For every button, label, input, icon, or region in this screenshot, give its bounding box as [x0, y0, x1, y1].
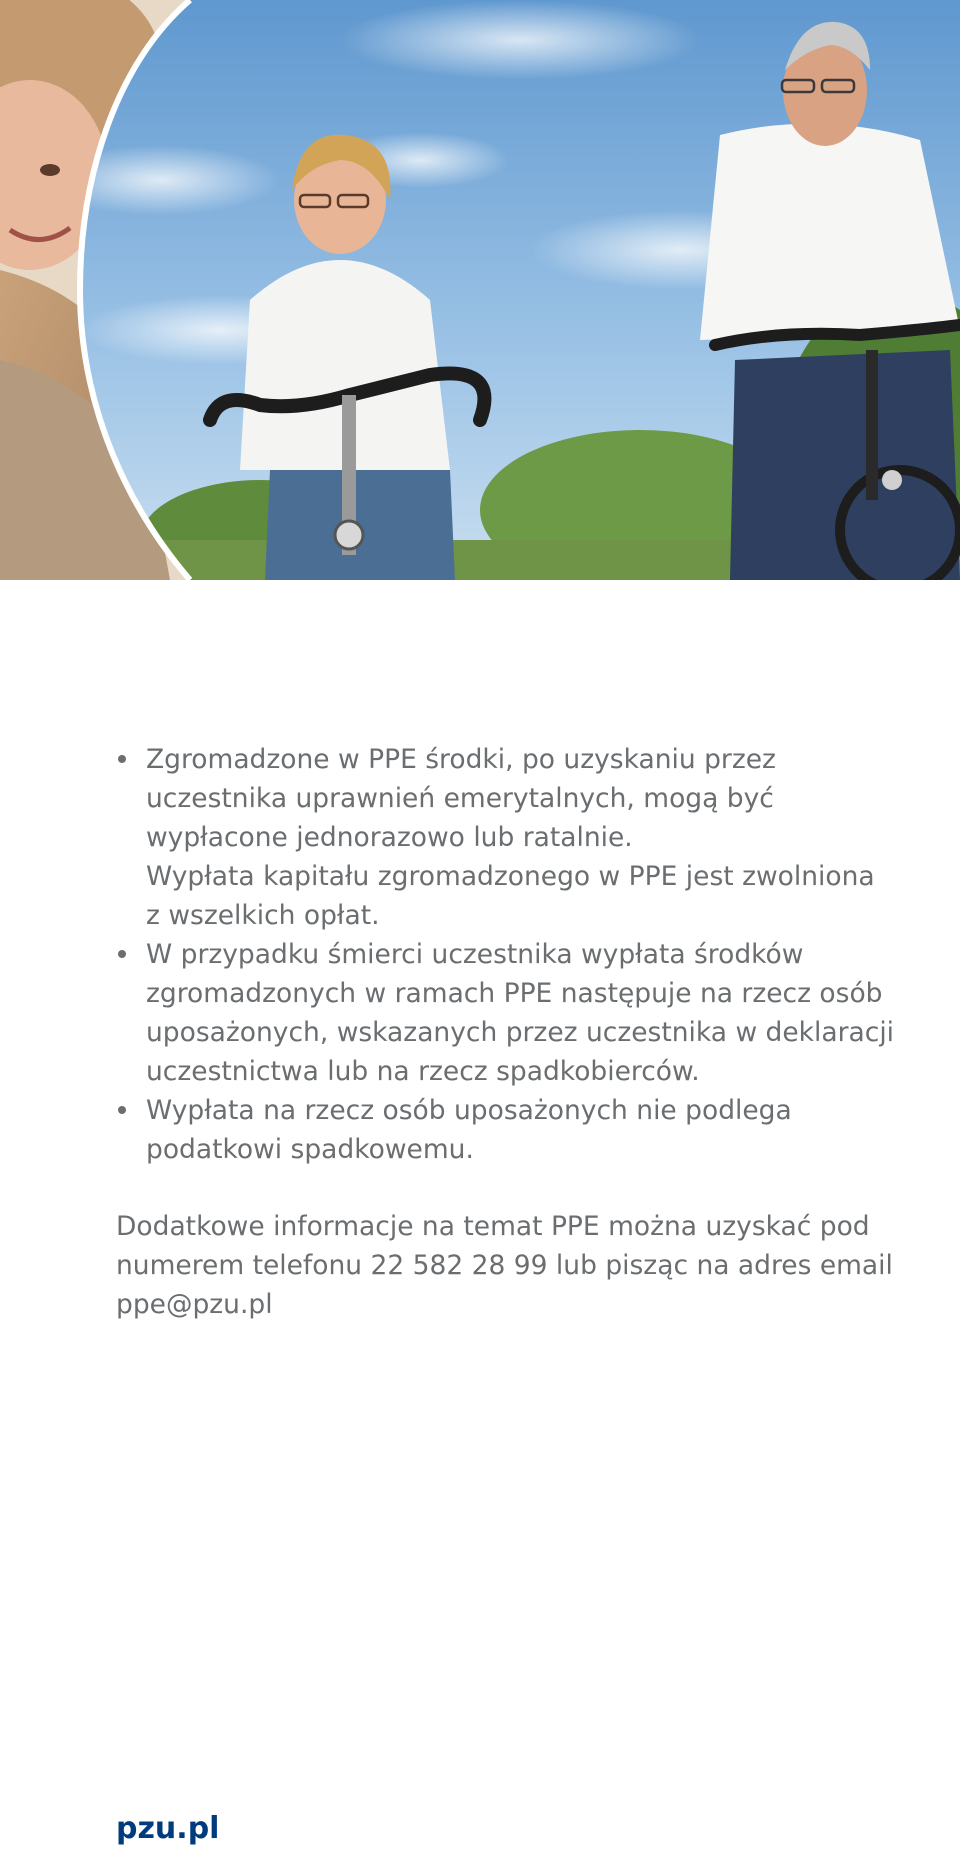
bullet-paragraph: Wypłata kapitału zgromadzonego w PPE jest zwolniona z wszelkich opłat.	[146, 861, 875, 931]
main-content	[116, 740, 896, 1324]
bullet-paragraph: W przypadku śmierci uczestnika wypłata środków zgromadzonych w ramach PPE następuje na rzecz osób uposażonych, wskazanych przez uczestnika w deklaracji uczestnictwa lub na rzecz spadkobierców.	[146, 939, 895, 1087]
seniors-cycling-photo	[0, 0, 960, 580]
bullet-item-tax	[116, 1091, 896, 1169]
hero-photo	[0, 0, 960, 580]
bullet-dot-icon	[118, 950, 126, 958]
pzu-logo: pzu.pl	[116, 1811, 220, 1846]
bullet-dot-icon	[118, 755, 126, 763]
additional-info-text: Dodatkowe informacje na temat PPE można uzyskać pod numerem telefonu 22 582 28 99 lub pisząc na adres email ppe@pzu.pl	[116, 1211, 893, 1320]
bullet-paragraph: Zgromadzone w PPE środki, po uzyskaniu przez uczestnika uprawnień emerytalnych, mogą być wypłacone jednorazowo lub ratalnie.	[146, 744, 776, 853]
bullet-dot-icon	[118, 1106, 126, 1114]
bullet-list	[116, 740, 896, 1169]
bullet-item-death	[116, 935, 896, 1091]
bullet-paragraph: Wypłata na rzecz osób uposażonych nie podlega podatkowi spadkowemu.	[146, 1095, 792, 1165]
bullet-item-payout	[116, 740, 896, 935]
